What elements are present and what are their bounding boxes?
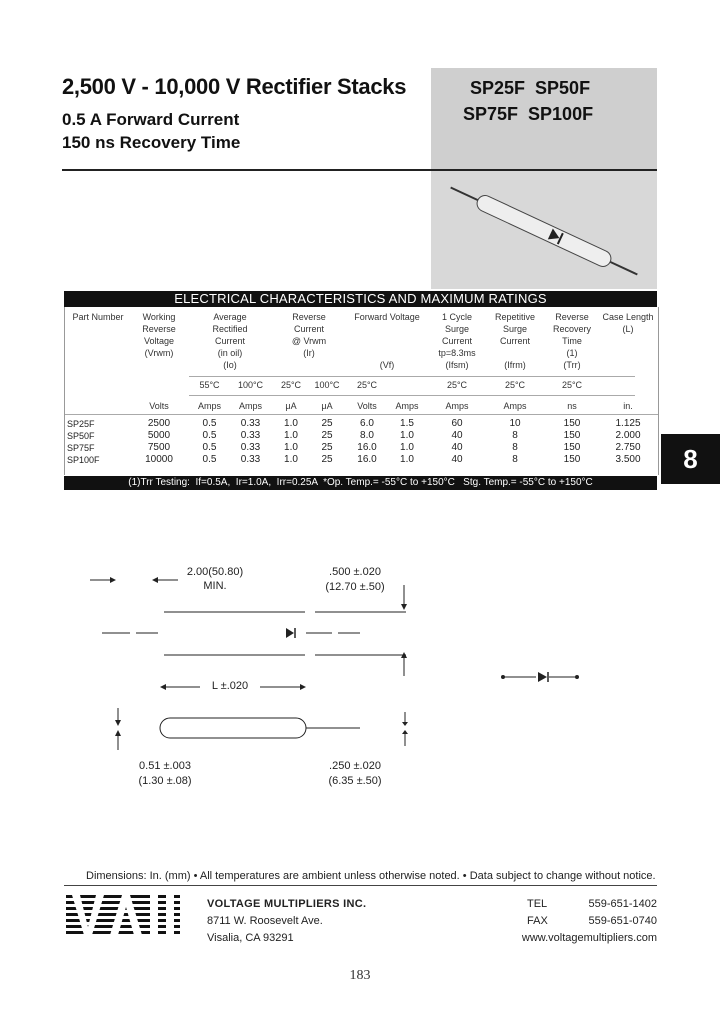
unit-ifsm-amps: Amps: [445, 401, 469, 411]
page-title: 2,500 V - 10,000 V Rectifier Stacks: [62, 74, 407, 99]
width-dim-in: .500 ±.020: [329, 566, 381, 578]
company-logo: [66, 893, 180, 939]
subtitle-recovery: 150 ns Recovery Time: [62, 133, 241, 152]
body-diameter-mm: (6.35 ±.50): [328, 775, 382, 787]
header-reverse-current: Reverse Current @ Vrwm (Ir): [291, 312, 327, 358]
data-divider: [65, 414, 658, 415]
page-number: 183: [349, 968, 371, 983]
unit-ns: ns: [567, 401, 577, 411]
header-recovery-time: Reverse Recovery Time (1) (Trr): [552, 312, 591, 370]
header-forward-voltage: Forward Voltage (Vf): [354, 312, 420, 370]
temp-ifsm-25: 25°C: [446, 380, 468, 390]
company-info: [207, 896, 366, 947]
header-surge-current: 1 Cycle Surge Current tp=8.3ms (Ifsm): [438, 312, 476, 370]
fax-number: 559-651-0740: [588, 915, 657, 927]
subtitle-current: 0.5 A Forward Current: [62, 110, 240, 129]
footer-rule: [64, 885, 657, 886]
temp-ifrm-25: 25°C: [504, 380, 526, 390]
lead-length-dim: 2.00(50.80): [186, 566, 244, 578]
temp-trr-25: 25°C: [561, 380, 583, 390]
table-title: ELECTRICAL CHARACTERISTICS AND MAXIMUM RATINGS: [64, 291, 657, 307]
section-tab: 8: [661, 434, 720, 484]
company-address-1: 8711 W. Roosevelt Ave.: [207, 915, 323, 927]
lead-length-min: MIN.: [203, 580, 227, 592]
temp-row-divider: [189, 376, 635, 377]
product-image: [431, 171, 657, 289]
unit-volts: Volts: [149, 401, 169, 411]
unit-ifrm-amps: Amps: [503, 401, 527, 411]
part-numbers-line1: SP25F SP50F: [470, 78, 591, 98]
width-dim-mm: (12.70 ±.50): [325, 581, 385, 593]
part-numbers-line2: SP75F SP100F: [463, 104, 594, 124]
company-name: VOLTAGE MULTIPLIERS INC.: [207, 898, 367, 910]
lead-diameter-mm: (1.30 ±.08): [138, 775, 192, 787]
lead-diameter-in: 0.51 ±.003: [139, 760, 191, 772]
body-diameter-in: .250 ±.020: [329, 760, 381, 772]
footer-note: Dimensions: In. (mm) • All temperatures are ambient unless otherwise noted. • Data subject to change without notice.: [86, 870, 656, 882]
unit-ua-25: μA: [285, 401, 297, 411]
temp-io-100: 100°C: [237, 380, 264, 390]
unit-vf-volts: Volts: [357, 401, 377, 411]
header-rectified-current: Average Rectified Current (in oil) (Io): [212, 312, 248, 370]
header-case-length: Case Length (L): [602, 312, 654, 334]
unit-amps-100: Amps: [238, 401, 262, 411]
ratings-table: Part Number Working Reverse Voltage (Vrwm) Average Rectified Current (in oil) (Io) Reverse Current @ Vrwm (Ir) Forward Voltage (Vf) 1 Cycle Surge Current tp=8.3ms (Ifsm) Repetitive Surge Current (Ifrm) Reverse Recovery Time (1) (Trr) Case Length (L) 55°C 100°C 25°C 100°C 25°C 25°C 25°C 25°C Volts Amps Amps μA μA Volts Amps Amps Amps ns in. SP25F 2500 0.5 0.33 1.0 25 6.0 1.5 60 10 150 1.125 SP50F 5000 0.5 0.33 1.0 25 8.0 1.0 40 8 150 2.000 SP75F 7500 0.5 0.33 1.0 25 16.0 1.0 40 8 150 2.750 SP100F 10000 0.5 0.33 1.0 25 16.0 1.0 40 8 150 3.500: [64, 307, 659, 475]
contact-info: [500, 896, 657, 947]
unit-amps-55: Amps: [197, 401, 221, 411]
unit-ua-100: μA: [321, 401, 333, 411]
header-repetitive-surge: Repetitive Surge Current (Ifrm): [494, 312, 536, 370]
website-link[interactable]: www.voltagemultipliers.com: [521, 932, 657, 944]
temp-io-55: 55°C: [199, 380, 220, 390]
temp-ir-25: 25°C: [280, 380, 302, 390]
temp-vf-25: 25°C: [356, 380, 378, 390]
fax-label: FAX: [527, 915, 548, 927]
unit-in: in.: [623, 401, 633, 411]
tel-label: TEL: [527, 898, 548, 910]
table-footnote: (1)Trr Testing: If=0.5A, Ir=1.0A, Irr=0.25A *Op. Temp.= -55°C to +150°C Stg. Temp.= -55°C to +150°C: [64, 476, 657, 490]
units-row-divider-top: [189, 395, 635, 396]
header-part-number: Part Number: [72, 312, 124, 322]
body-length-dim: L ±.020: [211, 680, 249, 692]
tel-number: 559-651-1402: [588, 898, 657, 910]
unit-vf-amps: Amps: [395, 401, 419, 411]
header-working-voltage: Working Reverse Voltage (Vrwm): [142, 312, 176, 358]
temp-ir-100: 100°C: [314, 380, 340, 390]
company-address-2: Visalia, CA 93291: [207, 932, 294, 944]
rectifier-stack-illustration: [431, 171, 657, 289]
